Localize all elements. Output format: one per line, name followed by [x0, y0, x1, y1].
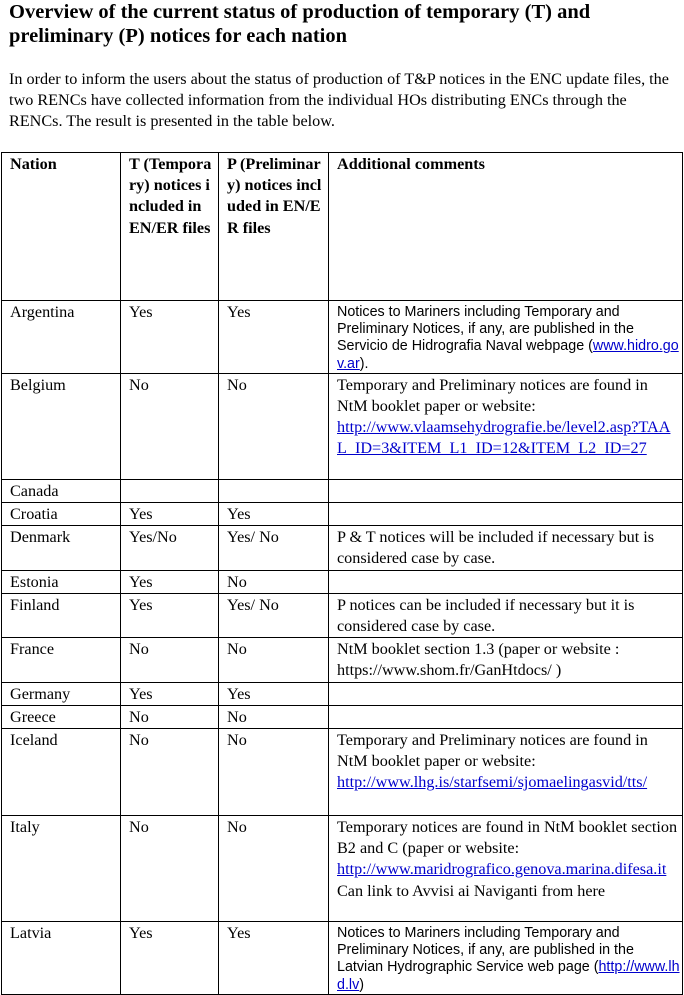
- comments-cell: [329, 479, 683, 502]
- comments-cell: [329, 593, 683, 637]
- comment-link[interactable]: www.hidro.gov.ar: [337, 338, 679, 372]
- nation-cell: Iceland: [2, 729, 121, 816]
- nation-cell: Croatia: [2, 503, 121, 526]
- p-notices-cell: No: [219, 373, 329, 479]
- comments-cell: [329, 705, 683, 728]
- p-notices-cell: Yes: [219, 922, 329, 995]
- p-notices-cell: Yes/ No: [219, 526, 329, 570]
- p-notices-cell: Yes: [219, 682, 329, 705]
- comment-text-after: ).: [359, 355, 369, 372]
- comment-text-after: ): [359, 976, 365, 993]
- nation-cell: Argentina: [2, 301, 121, 374]
- t-notices-cell: Yes: [121, 503, 219, 526]
- header-t-notices: T (Temporary) notices included in EN/ER files: [121, 153, 219, 301]
- comment-text: Temporary notices are found in NtM booklet section B2 and C (paper or website:: [337, 818, 678, 858]
- table-row: [2, 503, 683, 526]
- nation-cell: Denmark: [2, 526, 121, 570]
- comment-link[interactable]: http://www.maridrografico.genova.marina.difesa.it: [337, 860, 667, 879]
- table-row: [2, 816, 683, 922]
- nation-cell: Greece: [2, 705, 121, 728]
- comment-link[interactable]: http://www.lhg.is/starfsemi/sjomaelingasvid/tts/: [337, 773, 648, 792]
- nation-cell: Belgium: [2, 373, 121, 479]
- table-row: [2, 638, 683, 682]
- t-notices-cell: No: [121, 638, 219, 682]
- nation-cell: Germany: [2, 682, 121, 705]
- comment-text: P notices can be included if necessary but it is considered case by case.: [337, 595, 635, 636]
- notices-status-table: [1, 152, 683, 995]
- header-comments: Additional comments: [329, 153, 683, 301]
- table-row: [2, 301, 683, 374]
- header-nation: Nation: [2, 153, 121, 301]
- comment-link[interactable]: http://www.vlaamsehydrografie.be/level2.asp?TAAL_ID=3&ITEM_L1_ID=12&ITEM_L2_ID=27: [337, 418, 671, 458]
- nation-cell: Finland: [2, 593, 121, 637]
- header-p-notices: P (Preliminary) notices included in EN/ER files: [219, 153, 329, 301]
- p-notices-cell: [219, 479, 329, 502]
- p-notices-cell: No: [219, 705, 329, 728]
- t-notices-cell: Yes: [121, 570, 219, 593]
- p-notices-cell: Yes/ No: [219, 593, 329, 637]
- p-notices-cell: Yes: [219, 301, 329, 374]
- document-title: Overview of the current status of production of temporary (T) and preliminary (P) notices for each nation: [9, 1, 591, 47]
- comment-text: NtM booklet section 1.3 (paper or website : https://www.shom.fr/GanHtdocs/ ): [337, 640, 620, 680]
- t-notices-cell: No: [121, 705, 219, 728]
- table-row: [2, 729, 683, 816]
- table-row: [2, 593, 683, 637]
- comments-cell: [329, 301, 683, 374]
- comments-cell: [329, 373, 683, 479]
- comment-text: Temporary and Preliminary notices are found in NtM booklet paper or website:: [337, 731, 648, 771]
- nation-cell: France: [2, 638, 121, 682]
- comments-cell: [329, 570, 683, 593]
- p-notices-cell: No: [219, 570, 329, 593]
- table-row: [2, 922, 683, 995]
- comments-cell: [329, 526, 683, 570]
- table-row: [2, 705, 683, 728]
- p-notices-cell: No: [219, 638, 329, 682]
- t-notices-cell: Yes: [121, 682, 219, 705]
- t-notices-cell: Yes: [121, 301, 219, 374]
- table-row: [2, 479, 683, 502]
- table-row: [2, 570, 683, 593]
- comment-text: Notices to Mariners including Temporary and Preliminary Notices, if any, are published in the Latvian Hydrographic Service web page (: [337, 925, 634, 976]
- t-notices-cell: No: [121, 373, 219, 479]
- t-notices-cell: No: [121, 816, 219, 922]
- comments-cell: [329, 503, 683, 526]
- comment-text-after: Can link to Avvisi ai Naviganti from here: [337, 881, 606, 900]
- p-notices-cell: No: [219, 816, 329, 922]
- nation-cell: Estonia: [2, 570, 121, 593]
- comments-cell: [329, 922, 683, 995]
- t-notices-cell: [121, 479, 219, 502]
- table-row: [2, 373, 683, 479]
- nation-cell: Latvia: [2, 922, 121, 995]
- t-notices-cell: Yes: [121, 593, 219, 637]
- comments-cell: [329, 816, 683, 922]
- comments-cell: [329, 638, 683, 682]
- comment-text: Temporary and Preliminary notices are found in NtM booklet paper or website:: [337, 375, 648, 416]
- nation-cell: Canada: [2, 479, 121, 502]
- t-notices-cell: Yes/No: [121, 526, 219, 570]
- t-notices-cell: Yes: [121, 922, 219, 995]
- comment-text: P & T notices will be included if necessary but is considered case by case.: [337, 528, 655, 568]
- table-row: [2, 526, 683, 570]
- table-row: [2, 682, 683, 705]
- t-notices-cell: No: [121, 729, 219, 816]
- comment-text: Notices to Mariners including Temporary and Preliminary Notices, if any, are published in the Servicio de Hidrografia Naval webpage (: [337, 304, 634, 355]
- table-header-row: [2, 153, 683, 301]
- comments-cell: [329, 682, 683, 705]
- p-notices-cell: No: [219, 729, 329, 816]
- p-notices-cell: Yes: [219, 503, 329, 526]
- intro-paragraph: In order to inform the users about the status of production of T&P notices in the ENC update files, the two RENCs have collected information from the individual HOs distributing ENCs through the RENCs. The result is presented in the table below.: [9, 70, 669, 130]
- comment-link[interactable]: http://www.lhd.lv: [337, 959, 680, 993]
- nation-cell: Italy: [2, 816, 121, 922]
- comments-cell: [329, 729, 683, 816]
